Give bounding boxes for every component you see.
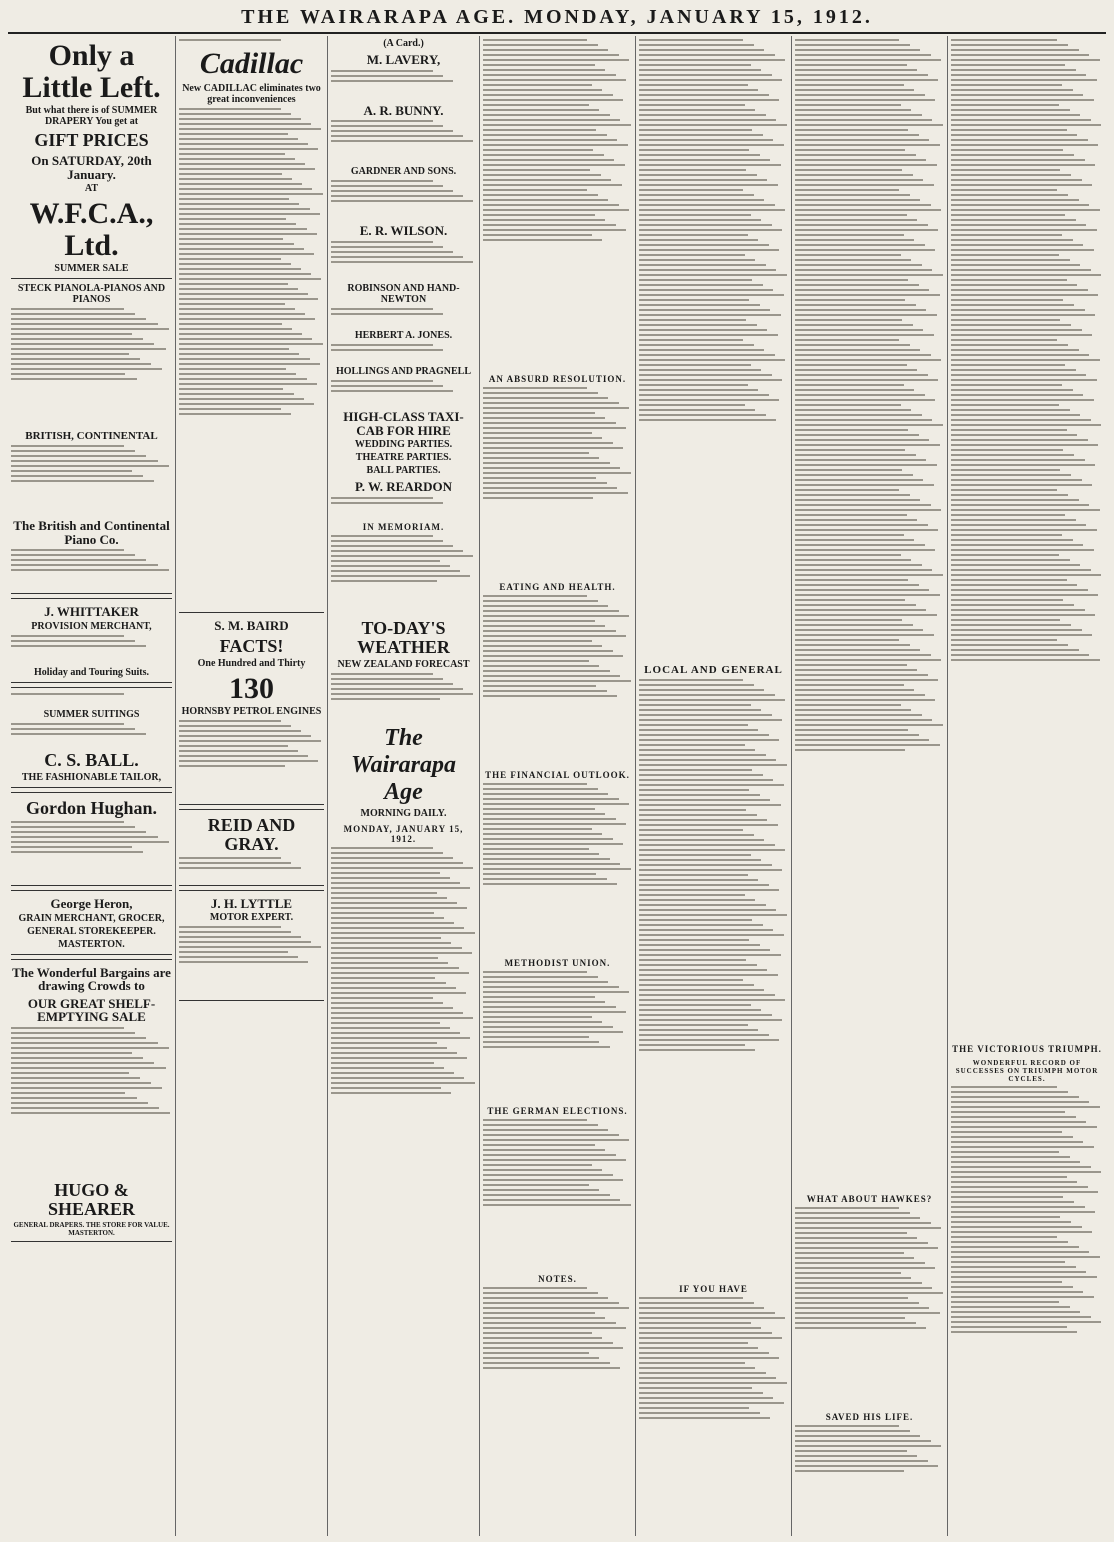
ad-wonderful-bargains: The Wonderful Bargains are drawing Crowds to [12, 964, 171, 994]
text-block [483, 1287, 632, 1427]
text-block [483, 1119, 632, 1269]
ad-reardon: P. W. REARDON [354, 479, 453, 495]
text-block [331, 497, 476, 517]
ad-at: AT [84, 183, 99, 195]
ad-reid-gray: REID AND GRAY. [207, 815, 296, 854]
ad-summer-sale: SUMMER SALE [54, 263, 129, 275]
ad-suitings: SUMMER SUITINGS [43, 709, 140, 721]
text-block [795, 1207, 944, 1407]
ad-gordon-hughan: Gordon Hughan. [25, 797, 158, 818]
ad-gift-prices: GIFT PRICES [34, 130, 149, 150]
text-block [331, 344, 476, 364]
ad-hundred: One Hundred and Thirty [197, 657, 306, 669]
text-block [331, 120, 476, 164]
ad-george-heron: George Heron, [50, 895, 133, 911]
text-block [795, 1425, 944, 1505]
text-block [11, 723, 172, 747]
paper-title: The Wairarapa Age [351, 724, 456, 805]
heading-methodist: METHODIST UNION. [504, 958, 611, 968]
heading-weather: TO-DAY'S WEATHER [357, 617, 450, 657]
text-block [639, 1297, 788, 1497]
ad-steck: STECK PIANOLA-PIANOS AND PIANOS [17, 283, 166, 306]
heading-financial: THE FINANCIAL OUTLOOK. [485, 770, 630, 780]
heading-saved: SAVED HIS LIFE. [825, 1412, 914, 1422]
ad-ball: BALL PARTIES. [366, 465, 441, 477]
ad-hornsby: HORNSBY PETROL ENGINES [181, 706, 322, 718]
heading-if-you-have: IF YOU HAVE [679, 1284, 748, 1294]
paper-date: MONDAY, JANUARY 15, 1912. [343, 823, 464, 844]
ad-jones: HERBERT A. JONES. [354, 329, 453, 341]
column-5 [636, 36, 792, 1536]
column-6 [792, 36, 948, 1536]
column-7 [948, 36, 1106, 1536]
heading-eating: EATING AND HEALTH. [499, 582, 616, 592]
ad-cadillac-tag: New CADILLAC eliminates two great inconveniences [182, 83, 321, 105]
ad-csball: C. S. BALL. [44, 750, 139, 771]
text-block [331, 535, 476, 615]
ad-robinson: ROBINSON AND HAND-NEWTON [347, 282, 460, 305]
text-block [11, 1027, 172, 1177]
text-block [483, 387, 632, 577]
ad-provision: PROVISION MERCHANT, [31, 621, 152, 633]
text-block [331, 380, 476, 406]
text-block [639, 679, 788, 1279]
ad-general-store: GENERAL STOREKEEPER. [27, 925, 156, 937]
text-block [179, 108, 324, 608]
ad-only-a-little-left: Only a Little Left. [22, 39, 161, 104]
text-block [11, 549, 172, 589]
column-2 [176, 36, 328, 1536]
heading-forecast: NEW ZEALAND FORECAST [337, 658, 470, 670]
paper-morning: MORNING DAILY. [360, 807, 447, 819]
text-block [483, 971, 632, 1101]
ad-lavery: M. LAVERY, [366, 52, 441, 67]
ad-grain: GRAIN MERCHANT, GROCER, [18, 912, 165, 924]
text-block [11, 821, 172, 881]
ad-british-continental: The British and Continental Piano Co. [13, 518, 170, 547]
heading-german: THE GERMAN ELECTIONS. [487, 1106, 628, 1116]
ad-wfca: W.F.C.A., Ltd. [29, 197, 154, 262]
heading-absurd: AN ABSURD RESOLUTION. [488, 374, 627, 384]
ad-hugo-shearer: HUGO & SHEARER [47, 1180, 136, 1219]
text-block [331, 673, 476, 723]
text-block [951, 39, 1103, 1039]
ad-baird: S. M. BAIRD [214, 618, 289, 633]
text-block [483, 783, 632, 953]
card-label: (A Card.) [383, 38, 424, 49]
ad-bunny: A. R. BUNNY. [363, 102, 444, 118]
ad-saturday: On SATURDAY, 20th January. [31, 152, 152, 182]
ad-tailor: THE FASHIONABLE TAILOR, [21, 771, 162, 783]
text-block [179, 857, 324, 881]
text-block [11, 308, 172, 428]
ad-lyttle: J. H. LYTTLE [210, 895, 293, 911]
text-block [11, 635, 172, 665]
ad-whittaker: J. WHITTAKER [44, 604, 139, 620]
text-block [951, 1086, 1103, 1486]
ad-hollings: HOLLINGS AND PRAGNELL [335, 365, 472, 377]
subheading-record: WONDERFUL RECORD OF SUCCESSES ON TRIUMPH MOTOR CYCLES. [955, 1059, 1099, 1083]
ad-drapers: GENERAL DRAPERS. THE STORE FOR VALUE. MASTERTON. [13, 1220, 170, 1237]
ad-gardner: GARDNER AND SONS. [350, 166, 457, 178]
ad-sub: But what there is of SUMMER DRAPERY You get at [25, 105, 158, 127]
text-block [11, 693, 172, 707]
column-4 [480, 36, 636, 1536]
text-block [179, 39, 324, 45]
masthead-rule [8, 32, 1106, 34]
text-block [331, 308, 476, 328]
ad-shelf-emptying: OUR GREAT SHELF-EMPTYING SALE [27, 995, 156, 1025]
text-block [331, 70, 476, 100]
text-block [639, 39, 788, 659]
text-block [795, 39, 944, 1189]
ad-masterton: MASTERTON. [58, 938, 125, 950]
text-block [11, 445, 172, 515]
text-block [483, 595, 632, 765]
columns [8, 36, 1106, 1536]
ad-cadillac-logo: Cadillac [199, 47, 304, 80]
heading-notes: NOTES. [538, 1274, 577, 1284]
heading-hawkes: WHAT ABOUT HAWKES? [806, 1194, 933, 1204]
ad-taxi: HIGH-CLASS TAXI-CAB FOR HIRE [343, 408, 464, 438]
text-block [179, 926, 324, 996]
ad-theatre: THEATRE PARTIES. [355, 452, 452, 464]
text-block [331, 847, 476, 1247]
ad-british: BRITISH, CONTINENTAL [25, 430, 158, 443]
text-block [483, 39, 632, 369]
heading-in-memoriam: IN MEMORIAM. [362, 521, 445, 532]
ad-motor-expert: MOTOR EXPERT. [209, 912, 294, 924]
ad-wilson: E. R. WILSON. [359, 223, 448, 239]
text-block [331, 180, 476, 220]
text-block [179, 720, 324, 800]
ad-facts: FACTS! [219, 635, 284, 656]
heading-local-general: LOCAL AND GENERAL [644, 664, 783, 676]
heading-victorious: THE VICTORIOUS TRIUMPH. [952, 1044, 1102, 1054]
ad-holiday: Holiday and Touring Suits. [33, 667, 150, 679]
column-3 [328, 36, 480, 1536]
masthead: THE WAIRARAPA AGE. MONDAY, JANUARY 15, 1912. [241, 6, 873, 28]
column-1 [8, 36, 176, 1536]
ad-130: 130 [229, 671, 274, 705]
ad-wedding: WEDDING PARTIES. [354, 439, 453, 451]
text-block [331, 241, 476, 281]
